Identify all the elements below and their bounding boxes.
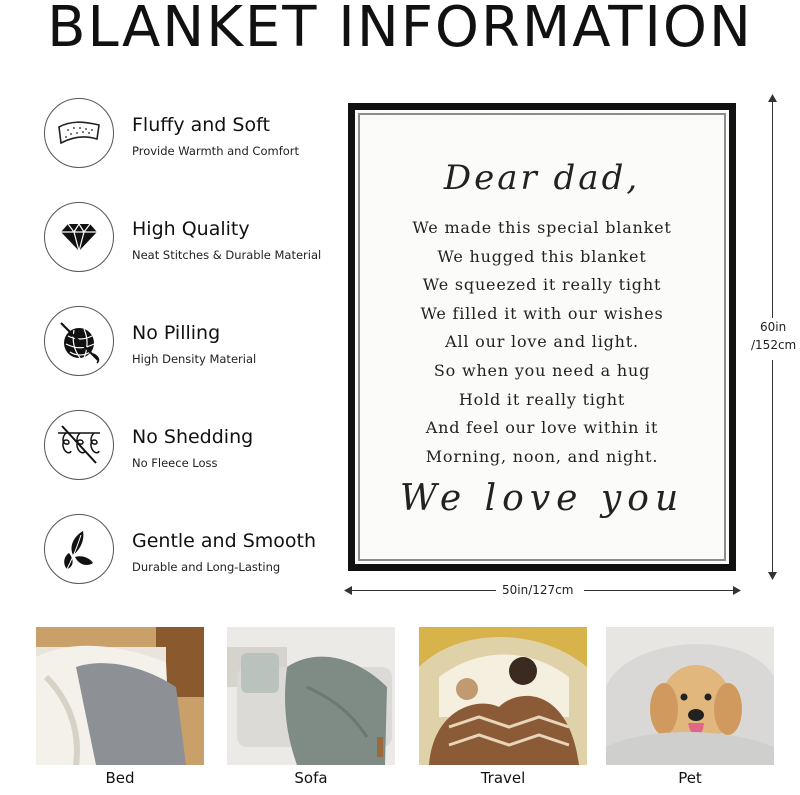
blanket-closing: We love you: [399, 478, 685, 519]
use-label: Bed: [36, 765, 204, 792]
feature-gentle-smooth: [44, 514, 334, 594]
feature-subtitle: High Density Material: [132, 352, 257, 366]
poem-line: We made this special blanket: [412, 218, 672, 237]
no-pilling-icon: [54, 316, 104, 366]
feature-subtitle: No Fleece Loss: [132, 456, 218, 470]
height-label: 60in: [760, 320, 787, 334]
poem-line: We filled it with our wishes: [420, 303, 664, 323]
diamond-icon: [60, 222, 98, 252]
poem-line: So when you need a hug: [433, 360, 651, 380]
travel-scene-image: [419, 627, 587, 765]
feature-subtitle: Neat Stitches & Durable Material: [132, 248, 322, 262]
feature-title: Fluffy and Soft: [132, 114, 270, 136]
use-label: Pet: [606, 765, 774, 792]
feature-subtitle: Provide Warmth and Comfort: [132, 144, 300, 158]
arrow-up-icon: [768, 94, 777, 102]
poem-line: We squeezed it really tight: [422, 275, 662, 295]
feature-no-pilling: [44, 306, 334, 386]
height-label-cm: /152cm: [751, 338, 797, 352]
poem-line: All our love and light.: [445, 332, 639, 352]
feature-high-quality: [44, 202, 334, 282]
arrow-right-icon: [733, 586, 741, 595]
use-sofa-photo: [227, 627, 395, 792]
page-title: BLANKET INFORMATION: [47, 0, 753, 60]
blanket-poem: [355, 214, 729, 471]
feature-icon-circle: [44, 98, 114, 168]
poem-line: Hold it really tight: [458, 389, 626, 409]
feature-icon-circle: [44, 410, 114, 480]
blanket-icon: [56, 118, 102, 148]
arrow-down-icon: [768, 572, 777, 580]
use-bed-photo: [36, 627, 204, 792]
use-label: Sofa: [227, 765, 395, 792]
feature-icon-circle: [44, 306, 114, 376]
poem-line: Morning, noon, and night.: [425, 446, 659, 466]
feature-title: Gentle and Smooth: [132, 530, 317, 552]
use-pet-photo: [606, 627, 774, 792]
feature-subtitle: Durable and Long-Lasting: [132, 560, 281, 574]
pet-scene-image: [606, 627, 774, 765]
use-travel-photo: [419, 627, 587, 792]
bed-scene-image: [36, 627, 204, 765]
feature-no-shedding: [44, 410, 334, 490]
use-label: Travel: [419, 765, 587, 792]
arrow-left-icon: [344, 586, 352, 595]
width-label: 50in/127cm: [502, 583, 574, 597]
feature-fluffy-soft: [44, 98, 334, 178]
sofa-scene-image: [227, 627, 395, 765]
poem-line: And feel our love within it: [425, 418, 659, 438]
blanket-greeting: Dear dad,: [443, 158, 641, 198]
feature-title: No Shedding: [132, 426, 254, 448]
feature-icon-circle: [44, 202, 114, 272]
blanket-preview: [348, 103, 736, 571]
no-shedding-icon: [54, 423, 104, 467]
feature-icon-circle: [44, 514, 114, 584]
feature-title: High Quality: [132, 218, 250, 240]
leaf-icon: [59, 527, 99, 571]
poem-line: We hugged this blanket: [437, 246, 647, 266]
feature-title: No Pilling: [132, 322, 221, 344]
